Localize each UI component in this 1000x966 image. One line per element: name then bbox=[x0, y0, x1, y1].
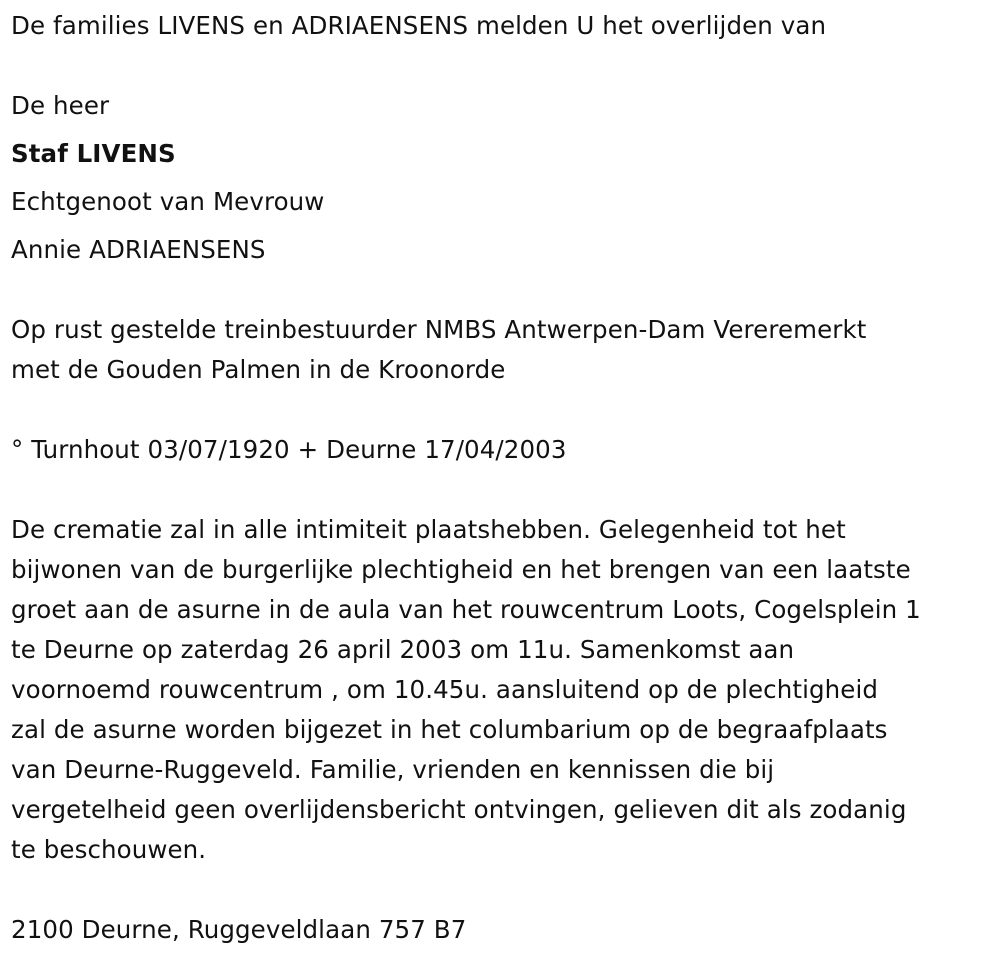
deceased-name: Staf LIVENS bbox=[11, 139, 176, 168]
intro-text: De families LIVENS en ADRIAENSENS melden U het overlijden van bbox=[11, 11, 827, 40]
spouse-line-1: Echtgenoot van Mevrouw bbox=[11, 187, 325, 216]
address: 2100 Deurne, Ruggeveldlaan 757 B7 bbox=[11, 915, 467, 944]
spouse-line-2: Annie ADRIAENSENS bbox=[11, 235, 266, 264]
occupation-line-2: met de Gouden Palmen in de Kroonorde bbox=[11, 355, 506, 384]
ceremony-line: bijwonen van de burgerlijke plechtigheid en het brengen van een laatste bbox=[11, 555, 911, 584]
ceremony-line: De crematie zal in alle intimiteit plaatshebben. Gelegenheid tot het bbox=[11, 515, 846, 544]
ceremony-line: vergetelheid geen overlijdensbericht ontvingen, gelieven dit als zodanig bbox=[11, 795, 907, 824]
ceremony-line: te Deurne op zaterdag 26 april 2003 om 11u. Samenkomst aan bbox=[11, 635, 795, 664]
ceremony-line: groet aan de asurne in de aula van het rouwcentrum Loots, Cogelsplein 1 bbox=[11, 595, 921, 624]
occupation-line-1: Op rust gestelde treinbestuurder NMBS Antwerpen-Dam Vereremerkt bbox=[11, 315, 867, 344]
ceremony-line: zal de asurne worden bijgezet in het columbarium op de begraafplaats bbox=[11, 715, 888, 744]
ceremony-line: te beschouwen. bbox=[11, 835, 207, 864]
ceremony-line: van Deurne-Ruggeveld. Familie, vrienden en kennissen die bij bbox=[11, 755, 775, 784]
birth-death-dates: ° Turnhout 03/07/1920 + Deurne 17/04/2003 bbox=[11, 435, 567, 464]
salutation: De heer bbox=[11, 91, 110, 120]
ceremony-line: voornoemd rouwcentrum , om 10.45u. aansluitend op de plechtigheid bbox=[11, 675, 879, 704]
